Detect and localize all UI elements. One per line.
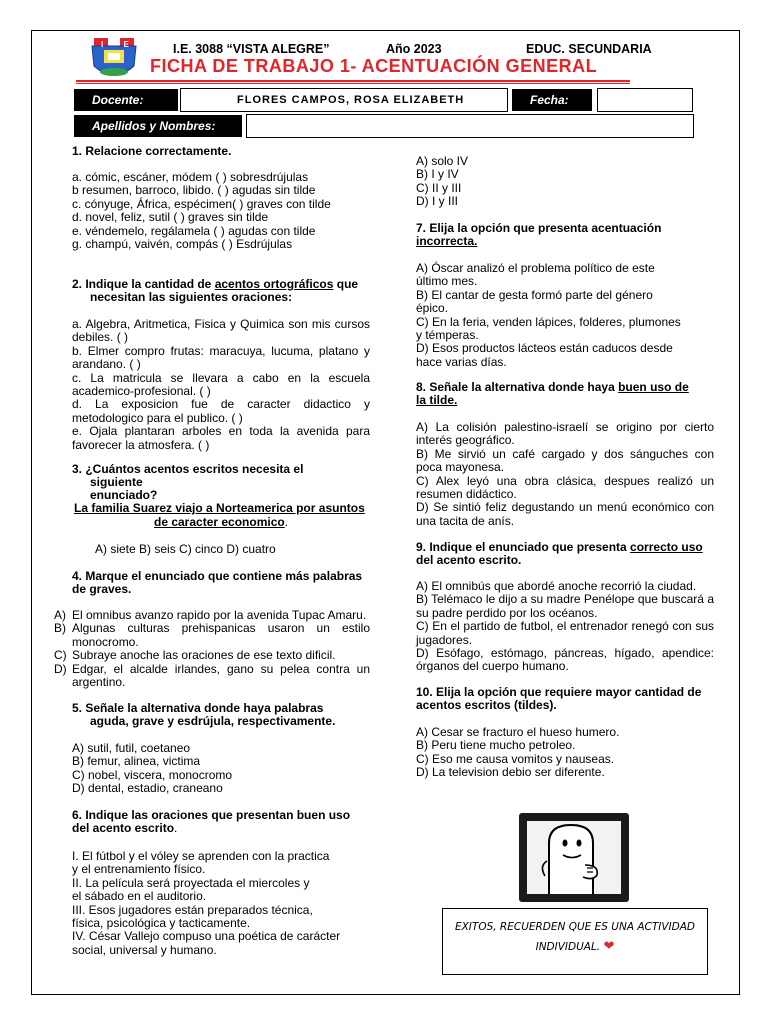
q9-item: B) Telémaco le dijo a su madre Penélope que buscará a su padre perdido por los océanos. <box>416 592 714 620</box>
q1-line: g. champú, vaivén, compás ( ) Esdrújulas <box>72 237 293 252</box>
q3-title-line1: 3. ¿Cuántos acentos escritos necesita el <box>72 462 304 476</box>
q8-item: C) Alex leyó una obra clásica, despues realizó un resumen didáctico. <box>416 473 714 502</box>
q1-line: c. cónyuge, África, espécimen( ) graves con tilde <box>72 196 331 211</box>
q2-item: a. Algebra, Aritmetica, Fisica y Quimica son mis cursos debiles. ( ) <box>72 317 370 345</box>
q2-item: b. Elmer compro frutas: maracuya, lucuma, platano y arandano. ( ) <box>72 343 370 372</box>
meme-picture <box>519 813 629 902</box>
q8-list <box>416 421 714 528</box>
q4-option <box>54 622 370 649</box>
q6-option: C) II y III <box>416 180 462 195</box>
q7-line: B) El cantar de gesta formó parte del género <box>416 287 653 302</box>
q10-title-line2: acentos escritos (tildes). <box>416 698 557 712</box>
docente-label: Docente: <box>74 89 178 111</box>
q1-line: d. novel, feliz, sutil ( ) graves sin tilde <box>72 210 269 225</box>
q5-title-line2: aguda, grave y esdrújula, respectivamente. <box>90 714 336 728</box>
q3-sentence-line1: La familia Suarez viajo a Norteamerica por asuntos <box>74 501 365 515</box>
q4-option-letter: A) <box>54 608 66 622</box>
q7-line: C) En la feria, venden lápices, folderes, plumones <box>416 314 681 329</box>
q6-line: III. Esos jugadores están preparados técnica, <box>72 902 313 917</box>
q2-item: d. La exposicion fue de caracter didactico y metodologico para el publico. ( ) <box>72 397 370 425</box>
q1-line: a. cómic, escáner, módem ( ) sobresdrújulas <box>72 170 309 184</box>
q5-option: C) nobel, viscera, monocromo <box>72 767 233 782</box>
q4-option-text: El omnibus avanzo rapido por la avenida Tupac Amaru. <box>72 608 367 622</box>
note-line2 <box>443 937 707 957</box>
closing-note <box>442 908 708 975</box>
q2-title-b: que <box>333 277 359 291</box>
q3-options: A) siete B) seis C) cinco D) cuatro <box>95 542 276 556</box>
title-underline-thin <box>76 83 630 84</box>
apellidos-label: Apellidos y Nombres: <box>74 115 242 137</box>
q2-title-a: 2. Indique la cantidad de <box>72 277 215 291</box>
q7-title-line1: 7. Elija la opción que presenta acentuación <box>416 221 662 235</box>
q9-title-a: 9. Indique el enunciado que presenta <box>416 540 631 554</box>
q8-title-a: 8. Señale la alternativa donde haya <box>416 380 619 394</box>
q5-options <box>72 742 232 796</box>
q9-item: A) El omnibús que abordé anoche recorrió la ciudad. <box>416 579 697 593</box>
q3-title-line3: enunciado? <box>90 488 158 502</box>
q7-line: A) Óscar analizó el problema político de este <box>416 261 655 275</box>
q7-lines <box>416 262 681 369</box>
q9-title-underlined: correcto uso <box>630 540 703 554</box>
q4-options <box>54 609 370 689</box>
q6-title-line1: 6. Indique las oraciones que presentan buen uso <box>72 808 351 822</box>
q4-option <box>54 663 370 690</box>
q6-line: I. El fútbol y el vóley se aprenden con la practica <box>72 849 330 863</box>
q8-title-line2: la tilde. <box>416 393 458 407</box>
education-level: EDUC. SECUNDARIA <box>526 42 652 56</box>
q5-option: D) dental, estadio, craneano <box>72 781 223 796</box>
q10-option: B) Peru tiene mucho petroleo. <box>416 738 576 753</box>
q7-title-line2: incorrecta. <box>416 234 478 248</box>
q4-title-line1: 4. Marque el enunciado que contiene más palabras <box>72 569 363 583</box>
q6-line: física, psicológica y tacticamente. <box>72 916 251 931</box>
docente-value: FLORES CAMPOS, ROSA ELIZABETH <box>237 94 465 106</box>
q4-option-text: Subraye anoche las oraciones de ese texto dificil. <box>72 648 336 663</box>
q4-option-letter: C) <box>54 648 67 663</box>
q4-option <box>54 609 370 622</box>
q7-line: último mes. <box>416 274 478 289</box>
q4-option-text: Algunas culturas prehispanicas usaron un estilo monocromo. <box>72 621 370 649</box>
q6-line: y el entrenamiento físico. <box>72 862 206 877</box>
q10-option: C) Eso me causa vomitos y nauseas. <box>416 751 615 766</box>
q10-options <box>416 726 619 780</box>
q6-line: II. La película será proyectada el miercoles y <box>72 875 310 890</box>
q2-item: c. La matricula se llevara a cabo en la escuela academico-profesional. ( ) <box>72 370 370 399</box>
q3-sentence-text: de caracter economico <box>154 515 285 529</box>
q7-line: y témperas. <box>416 328 479 343</box>
q5-option: B) femur, alinea, victima <box>72 754 201 769</box>
note-line2-text: INDIVIDUAL. <box>535 941 601 953</box>
q6-option: D) I y III <box>416 194 458 209</box>
q7-line: D) Esos productos lácteos están caducos desde <box>416 341 673 356</box>
q6-title-text: del acento escrito <box>72 821 175 835</box>
q6-title-end: . <box>174 821 178 835</box>
q4-option <box>54 649 370 662</box>
q5-option: A) sutil, futil, coetaneo <box>72 741 191 755</box>
docente-field <box>180 88 508 112</box>
q10-option: A) Cesar se fracturo el hueso humero. <box>416 725 620 739</box>
q1-line: b resumen, barroco, libido. ( ) agudas sin tilde <box>72 183 316 198</box>
q8-item: D) Se sintió feliz degustando un menú económico con una tacita de anís. <box>416 500 714 528</box>
q4-title-line2: de graves. <box>72 582 132 596</box>
fecha-label: Fecha: <box>512 89 592 111</box>
fecha-field[interactable] <box>597 88 693 112</box>
q7-line: épico. <box>416 301 449 316</box>
q3-title-line2: siguiente <box>90 475 143 489</box>
note-line1: EXITOS, RECUERDEN QUE ES UNA ACTIVIDAD <box>454 921 695 933</box>
q10-title-line1: 10. Elija la opción que requiere mayor cantidad de <box>416 685 702 699</box>
q8-item: B) Me sirvió un café cargado y dos sánguches con poca mayonesa. <box>416 446 714 475</box>
page-title: FICHA DE TRABAJO 1- ACENTUACIÓN GENERAL <box>150 56 598 76</box>
apellidos-field[interactable] <box>246 114 694 138</box>
q8-title-underlined: buen uso de <box>618 380 689 394</box>
heart-icon: ❤ <box>603 939 615 954</box>
q8-item: A) La colisión palestino-israelí se origino por cierto interés geográfico. <box>416 420 714 448</box>
q6-line: social, universal y humano. <box>72 942 217 957</box>
q2-title-line2: necesitan las siguientes oraciones: <box>90 290 293 304</box>
q2-list <box>72 318 370 452</box>
q6-options <box>416 155 468 209</box>
q9-item: C) En el partido de futbol, el entrenador renegó con sus jugadores. <box>416 619 714 647</box>
q3-sentence-end: . <box>284 515 289 529</box>
q2-item: e. Ojala plantaran arboles en toda la avenida para favorecer la atmosfera. ( ) <box>72 424 370 452</box>
q6-lines <box>72 850 340 957</box>
q6-option: B) I y IV <box>416 167 459 182</box>
q4-option-text: Edgar, el alcalde irlandes, gano su pelea contra un argentino. <box>72 661 370 690</box>
q4-option-letter: D) <box>54 661 67 676</box>
q6-title-line2 <box>72 822 177 835</box>
q9-title-line2: del acento escrito. <box>416 553 522 567</box>
q1-list <box>72 171 331 251</box>
q7-line: hace varias días. <box>416 354 507 369</box>
q9-item: D) Esófago, estómago, páncreas, hígado, apendice: órganos del cuerpo humano. <box>416 646 714 674</box>
q4-option-letter: B) <box>54 621 66 636</box>
q6-option: A) solo IV <box>416 154 469 168</box>
q1-line: e. véndemelo, regálamela ( ) agudas con tilde <box>72 223 316 238</box>
q1-title: 1. Relacione correctamente. <box>72 144 232 158</box>
school-name: I.E. 3088 “VISTA ALEGRE” <box>173 42 330 56</box>
q5-title-line1: 5. Señale la alternativa donde haya palabras <box>72 701 324 715</box>
q2-title-underlined: acentos ortográficos <box>214 277 334 291</box>
q9-list <box>416 580 714 674</box>
school-year: Año 2023 <box>386 42 442 56</box>
title-underline <box>76 80 630 82</box>
flork-meme-icon <box>527 821 621 894</box>
logo-text: I E <box>101 40 138 49</box>
q6-line: el sábado en el auditorio. <box>72 889 207 904</box>
q10-option: D) La television debio ser diferente. <box>416 765 605 780</box>
q3-sentence-line2 <box>154 516 288 529</box>
q6-line: IV. César Vallejo compuso una poética de carácter <box>72 929 341 944</box>
